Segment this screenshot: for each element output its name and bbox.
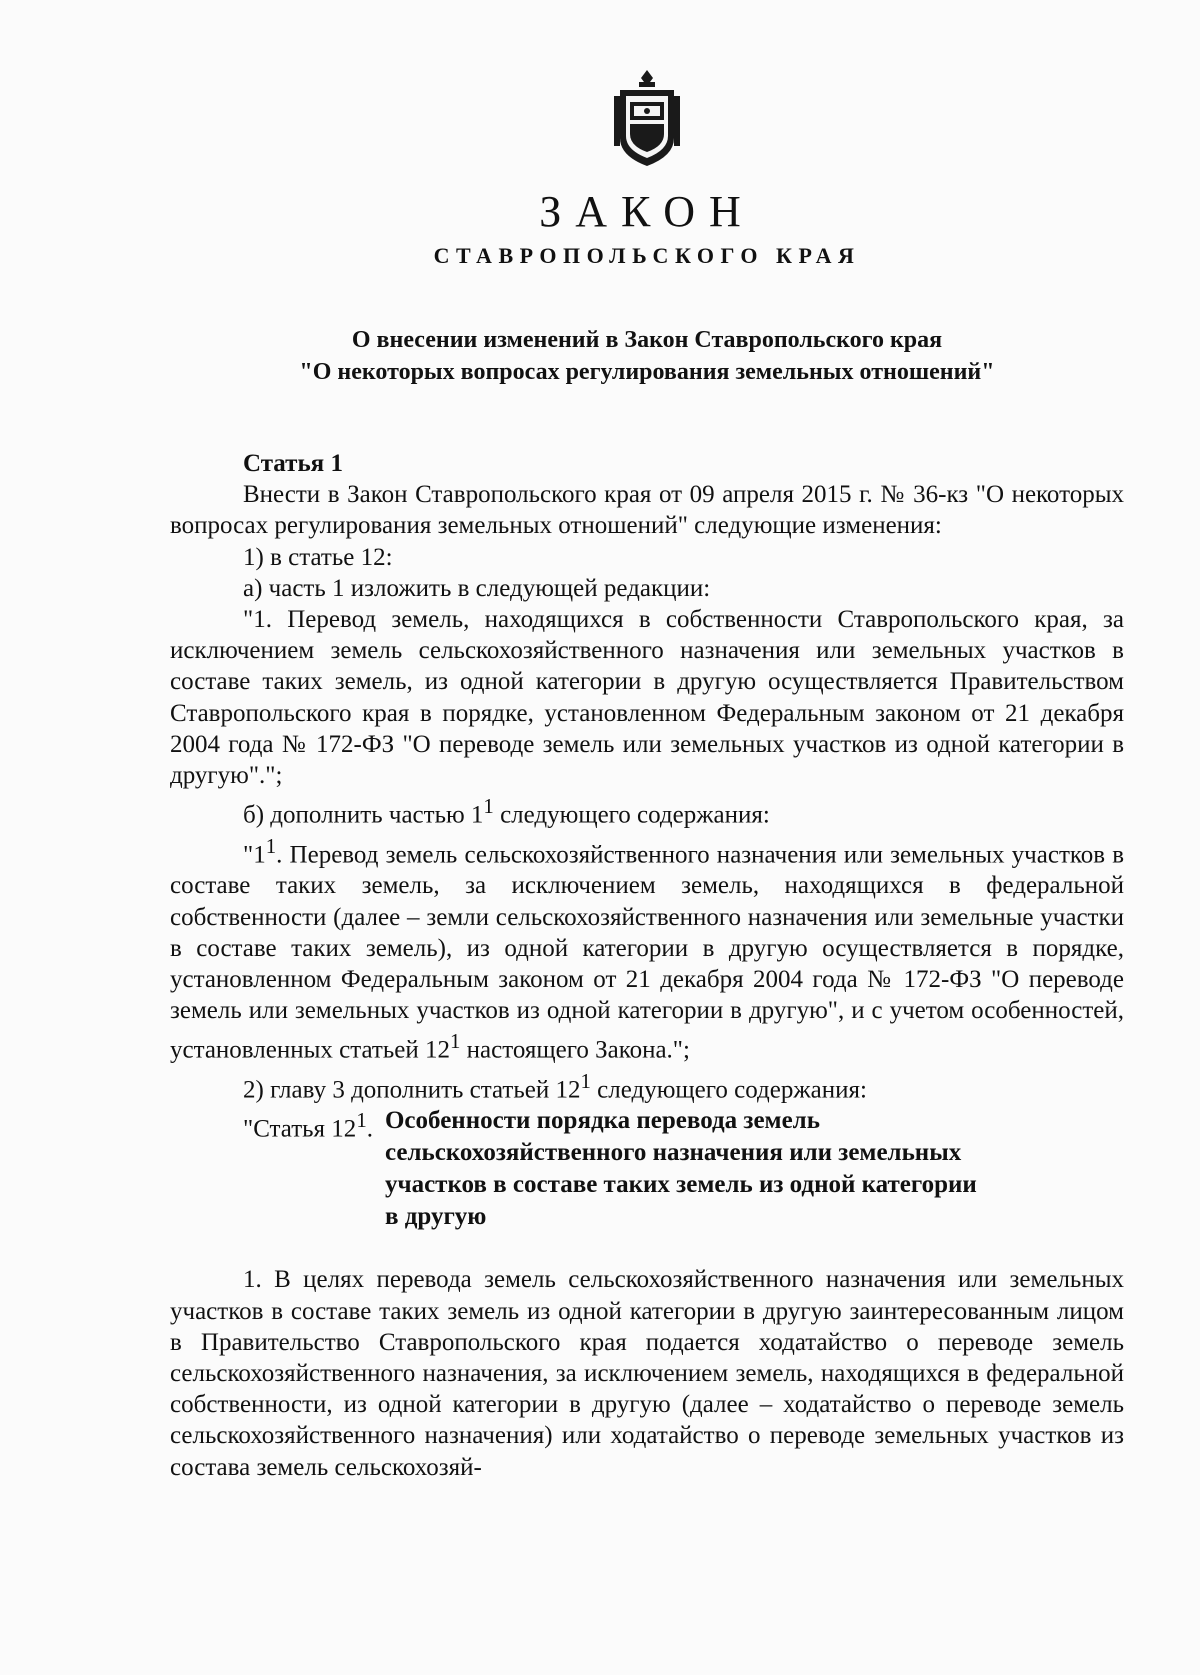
law-title: ЗАКОН	[539, 187, 755, 236]
quoted-part-1-1	[170, 831, 1124, 1066]
article-intro: Внести в Закон Ставропольского края от 09 апреля 2015 г. № 36-кз "О некоторых вопросах регулирования земельных отношений" следующие изменения:	[170, 481, 1124, 540]
quote-2-superscript: 1	[265, 833, 277, 858]
amendment-item-1b	[170, 791, 1124, 831]
new-article-title	[373, 1105, 977, 1233]
document-title-line-2: "О некоторых вопросах регулирования земельных отношений"	[299, 359, 995, 385]
item-2-superscript: 1	[580, 1068, 591, 1093]
quote-2-end: настоящего Закона.";	[460, 1036, 690, 1064]
new-article-title-line-2: сельскохозяйственного назначения или земельных	[384, 1139, 962, 1167]
quote-2-superscript-2: 1	[449, 1029, 461, 1054]
new-article-label-dot: .	[366, 1115, 373, 1143]
document-body	[170, 448, 1124, 1483]
new-article-label	[170, 1105, 373, 1233]
item-2-text: 2) главу 3 дополнить статьей 12	[243, 1076, 581, 1104]
amendment-item-2	[170, 1066, 1124, 1106]
article-heading: Статья 1	[243, 450, 343, 477]
new-article-title-line-3: участков в составе таких земель из одной категории	[384, 1171, 977, 1199]
amendment-item-1a: а) часть 1 изложить в следующей редакции:	[243, 574, 711, 602]
new-article-title-line-4: в другую	[384, 1203, 487, 1231]
document-title	[170, 324, 1124, 388]
new-article-label-superscript: 1	[356, 1108, 367, 1133]
new-article-label-text: "Статья 12	[243, 1115, 357, 1143]
quote-2-start: "1	[243, 841, 266, 869]
item-2-text-end: следующего содержания:	[590, 1076, 867, 1104]
quoted-part-1: "1. Перевод земель, находящихся в собственности Ставропольского края, за исключением земель сельскохозяйственного назначения или земельных участков в составе таких земель, из одной категории в другую осуществляется Правительством Ставропольского края в порядке, установленном Федеральным законом от 21 декабря 2004 года № 172-ФЗ "О переводе земель или земельных участков из одной категории в другую".";	[170, 606, 1124, 790]
new-article-paragraph-1: 1. В целях перевода земель сельскохозяйственного назначения или земельных участков в составе таких земель из одной категории в другую заинтересованным лицом в Правительство Ставропольского края подается ходатайство о переводе земель сельскохозяйственного назначения, за исключением земель, находящихся в федеральной собственности, из одной категории в другую (далее – ходатайство о переводе земель сельскохозяйственного назначения) или ходатайство о переводе земельных участков из состава земель сельскохозяй-	[170, 1266, 1124, 1481]
item-1b-text: б) дополнить частью 1	[243, 801, 484, 829]
amendment-item-1: 1) в статье 12:	[243, 543, 393, 571]
stavropol-coat-of-arms-icon	[612, 68, 682, 168]
new-article-title-line-1: Особенности порядка перевода земель	[384, 1107, 820, 1135]
item-1b-text-end: следующего содержания:	[493, 801, 770, 829]
spacer	[170, 1233, 1124, 1264]
new-article-header	[170, 1105, 1124, 1233]
law-subtitle: СТАВРОПОЛЬСКОГО КРАЯ	[433, 243, 861, 268]
quote-2-body: . Перевод земель сельскохозяйственного назначения или земельных участков в составе таких земель, за исключением земель, находящихся в федеральной собственности (далее – земли сельскохозяйственного назначения или земельные участки в составе таких земель), из одной категории в другую осуществляется в порядке, установленном Федеральным законом от 21 декабря 2004 года № 172-ФЗ "О переводе земель или земельных участков из одной категории в другую", и с учетом особенностей, установленных статьей 12	[170, 841, 1124, 1064]
item-1b-superscript: 1	[483, 794, 494, 819]
document-title-line-1: О внесении изменений в Закон Ставропольского края	[351, 327, 943, 353]
